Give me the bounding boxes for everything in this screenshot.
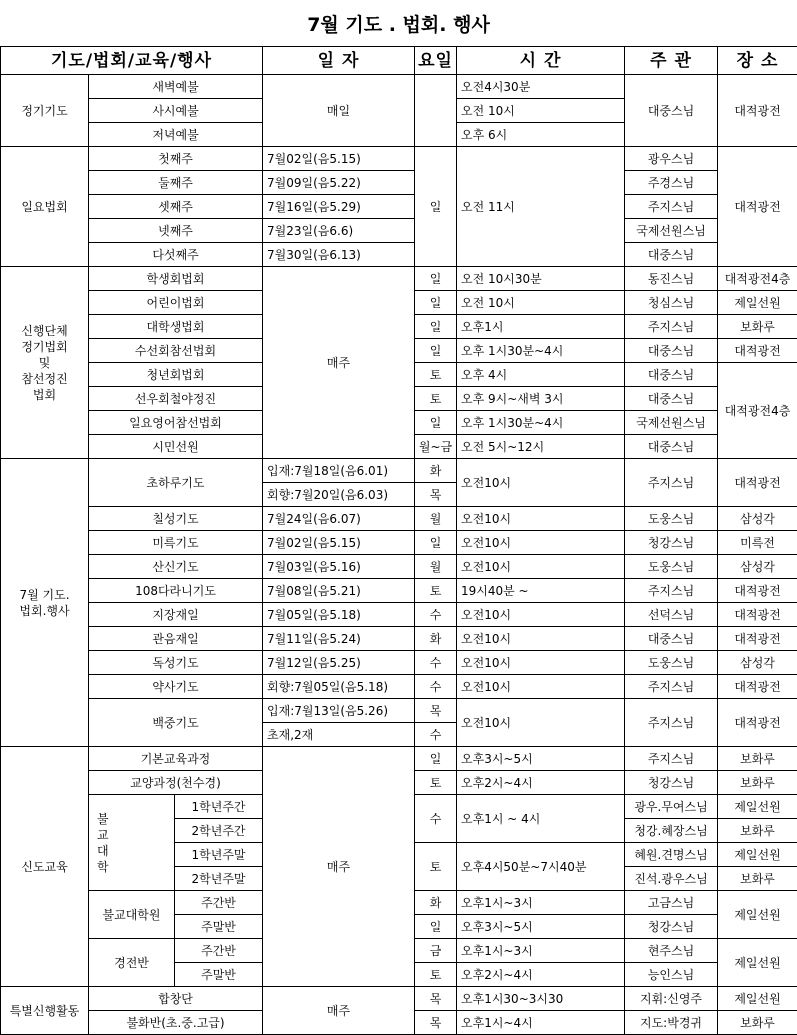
- event-date: 7월12일(음5.25): [263, 651, 415, 675]
- group-label: 신도교육: [1, 747, 89, 987]
- event-date: 7월11일(음5.24): [263, 627, 415, 651]
- event-host: 도웅스님: [625, 651, 718, 675]
- event-time: 오후 6시: [457, 123, 625, 147]
- event-time: 오전4시30분: [457, 75, 625, 99]
- event-name: 2학년주말: [175, 867, 263, 891]
- event-name: 수선회참선법회: [89, 339, 263, 363]
- event-name: 산신기도: [89, 555, 263, 579]
- event-host: 청강스님: [625, 531, 718, 555]
- event-day: 목: [415, 1011, 457, 1035]
- event-name: 대학생법회: [89, 315, 263, 339]
- event-time: 오전10시: [457, 627, 625, 651]
- event-name: 약사기도: [89, 675, 263, 699]
- event-date: 회향:7월05일(음5.18): [263, 675, 415, 699]
- event-host: 고금스님: [625, 891, 718, 915]
- event-host: 청강스님: [625, 771, 718, 795]
- event-date: 7월24일(음6.07): [263, 507, 415, 531]
- event-time: 오후 4시: [457, 363, 625, 387]
- grad-label: 불교대학원: [89, 891, 175, 939]
- event-date: 7월16일(음5.29): [263, 195, 415, 219]
- table-row: [1, 195, 797, 219]
- table-row: [1, 675, 797, 699]
- event-place: 제일선원: [718, 987, 797, 1011]
- event-time: 오후 1시30분~4시: [457, 339, 625, 363]
- event-name: 청년회법회: [89, 363, 263, 387]
- event-host: 선덕스님: [625, 603, 718, 627]
- event-host: 능인스님: [625, 963, 718, 987]
- event-name: 백중기도: [89, 699, 263, 747]
- event-host: 청심스님: [625, 291, 718, 315]
- event-date: 7월02일(음5.15): [263, 147, 415, 171]
- event-name: 넷째주: [89, 219, 263, 243]
- event-date: 7월02일(음5.15): [263, 531, 415, 555]
- event-day: 월: [415, 555, 457, 579]
- event-name: 관음재일: [89, 627, 263, 651]
- event-place: 대적광전: [718, 579, 797, 603]
- event-time: 오후1시~3시: [457, 939, 625, 963]
- event-host: 주지스님: [625, 579, 718, 603]
- event-host: 지휘:신영주: [625, 987, 718, 1011]
- college-label-text: 불 교 대 학: [97, 812, 109, 874]
- event-host: 주지스님: [625, 699, 718, 747]
- event-time: 오전10시: [457, 555, 625, 579]
- header-event: 기도/법회/교육/행사: [1, 47, 263, 75]
- event-day: 금: [415, 939, 457, 963]
- event-day: 수: [415, 651, 457, 675]
- event-place: 대적광전4층: [718, 363, 797, 459]
- table-row: [1, 747, 797, 771]
- event-time: 오후 9시~새벽 3시: [457, 387, 625, 411]
- event-host: 주지스님: [625, 459, 718, 507]
- event-name: 칠성기도: [89, 507, 263, 531]
- event-day: 토: [415, 579, 457, 603]
- event-name: 둘째주: [89, 171, 263, 195]
- event-time: 오후1시 ~ 4시: [457, 795, 625, 843]
- event-date: 7월09일(음5.22): [263, 171, 415, 195]
- event-name: 주말반: [175, 915, 263, 939]
- event-place: 제일선원: [718, 843, 797, 867]
- table-row: [1, 699, 797, 723]
- college-label: [89, 795, 117, 891]
- event-place: 대적광전: [718, 459, 797, 507]
- event-time: 오전10시: [457, 459, 625, 507]
- event-host: 동진스님: [625, 267, 718, 291]
- event-name: 주말반: [175, 963, 263, 987]
- table-row: [1, 147, 797, 171]
- event-place: 대적광전: [718, 675, 797, 699]
- event-name: 일요영어참선법회: [89, 411, 263, 435]
- event-time: 오전10시: [457, 699, 625, 747]
- event-host: 대중스님: [625, 339, 718, 363]
- table-row: [1, 531, 797, 555]
- event-day: 월: [415, 507, 457, 531]
- event-time: 오전 5시~12시: [457, 435, 625, 459]
- table-row: [1, 459, 797, 483]
- event-day: 수: [415, 723, 457, 747]
- event-name: 기본교육과정: [89, 747, 263, 771]
- event-time: 오전10시: [457, 531, 625, 555]
- event-time: 19시40분 ~: [457, 579, 625, 603]
- event-host: 대중스님: [625, 387, 718, 411]
- event-name: 사시예불: [89, 99, 263, 123]
- event-date: 입재:7월13일(음5.26): [263, 699, 415, 723]
- event-place: 대적광전: [718, 75, 797, 147]
- event-day: 일: [415, 747, 457, 771]
- table-row: [1, 651, 797, 675]
- event-host: 광우.무여스님: [625, 795, 718, 819]
- event-host: 주지스님: [625, 747, 718, 771]
- header-day: 요일: [415, 47, 457, 75]
- event-date: 매일: [263, 75, 415, 147]
- event-day: 일: [415, 339, 457, 363]
- event-place: 대적광전: [718, 339, 797, 363]
- event-day: 일: [415, 291, 457, 315]
- table-row: [1, 267, 797, 291]
- table-row: [1, 219, 797, 243]
- event-host: 주지스님: [625, 675, 718, 699]
- event-name: 주간반: [175, 891, 263, 915]
- event-time: 오전10시: [457, 675, 625, 699]
- event-day: 일: [415, 267, 457, 291]
- event-name: 1학년주간: [175, 795, 263, 819]
- event-name: 다섯째주: [89, 243, 263, 267]
- event-place: 보화루: [718, 771, 797, 795]
- event-host: 대중스님: [625, 243, 718, 267]
- event-name: 새벽예불: [89, 75, 263, 99]
- table-row: [1, 243, 797, 267]
- group-label: 특별신행활동: [1, 987, 89, 1035]
- event-name: 학생회법회: [89, 267, 263, 291]
- event-name: 교양과정(천수경): [89, 771, 263, 795]
- event-day: 토: [415, 363, 457, 387]
- event-date: 초재,2재: [263, 723, 415, 747]
- event-name: 셋째주: [89, 195, 263, 219]
- event-host: 대중스님: [625, 627, 718, 651]
- event-name: 불화반(초.중.고급): [89, 1011, 263, 1035]
- event-place: 대적광전: [718, 627, 797, 651]
- event-date: 7월03일(음5.16): [263, 555, 415, 579]
- event-date: 매주: [263, 267, 415, 459]
- event-day: 목: [415, 699, 457, 723]
- event-place: 대적광전: [718, 603, 797, 627]
- event-place: 대적광전: [718, 147, 797, 267]
- event-host: 혜원.견명스님: [625, 843, 718, 867]
- event-date: 7월30일(음6.13): [263, 243, 415, 267]
- event-time: 오전 10시30분: [457, 267, 625, 291]
- event-day: 화: [415, 459, 457, 483]
- event-host: 청강.혜장스님: [625, 819, 718, 843]
- event-host: 광우스님: [625, 147, 718, 171]
- event-place: 미륵전: [718, 531, 797, 555]
- group-label: 일요법회: [1, 147, 89, 267]
- schedule-table: [0, 46, 797, 1035]
- header-date: 일 자: [263, 47, 415, 75]
- event-name: 첫째주: [89, 147, 263, 171]
- event-time: 오전10시: [457, 507, 625, 531]
- event-host: 진석.광우스님: [625, 867, 718, 891]
- event-time: 오후 1시30분~4시: [457, 411, 625, 435]
- event-day: 토: [415, 843, 457, 891]
- event-day: 토: [415, 387, 457, 411]
- header-host: 주 관: [625, 47, 718, 75]
- event-host: 주지스님: [625, 315, 718, 339]
- table-row: [1, 627, 797, 651]
- event-name: 주간반: [175, 939, 263, 963]
- table-row: [1, 171, 797, 195]
- event-day: 목: [415, 987, 457, 1011]
- event-time: 오전 11시: [457, 147, 625, 267]
- event-name: 2학년주간: [175, 819, 263, 843]
- group-label: 신행단체 정기법회 및 참선정진 법회: [1, 267, 89, 459]
- event-host: 주경스님: [625, 171, 718, 195]
- event-name: 합창단: [89, 987, 263, 1011]
- event-place: 삼성각: [718, 507, 797, 531]
- event-place: 대적광전4층: [718, 267, 797, 291]
- event-time: 오후2시~4시: [457, 963, 625, 987]
- event-host: 대중스님: [625, 435, 718, 459]
- event-host: 도웅스님: [625, 507, 718, 531]
- event-day: 일: [415, 315, 457, 339]
- header-row: [1, 47, 797, 75]
- event-host: 대중스님: [625, 363, 718, 387]
- event-name: 미륵기도: [89, 531, 263, 555]
- event-time: 오후2시~4시: [457, 771, 625, 795]
- sutra-label: 경전반: [89, 939, 175, 987]
- event-place: 삼성각: [718, 555, 797, 579]
- header-time: 시 간: [457, 47, 625, 75]
- group-label: 7월 기도. 법회.행사: [1, 459, 89, 747]
- event-day: 토: [415, 963, 457, 987]
- event-place: 삼성각: [718, 651, 797, 675]
- event-date: 입재:7월18일(음6.01): [263, 459, 415, 483]
- event-time: 오후1시30~3시30: [457, 987, 625, 1011]
- event-date: 매주: [263, 747, 415, 987]
- event-day: 수: [415, 795, 457, 843]
- event-place: 보화루: [718, 819, 797, 843]
- event-day: 일: [415, 531, 457, 555]
- event-time: 오전 10시: [457, 99, 625, 123]
- event-name: 지장재일: [89, 603, 263, 627]
- event-host: 대중스님: [625, 75, 718, 147]
- event-date: 매주: [263, 987, 415, 1035]
- event-date: 7월08일(음5.21): [263, 579, 415, 603]
- table-row: [1, 555, 797, 579]
- page-title: 7월 기도 . 법회. 행사: [0, 0, 797, 46]
- table-row: [1, 75, 797, 99]
- event-place: 제일선원: [718, 291, 797, 315]
- event-name: 어린이법회: [89, 291, 263, 315]
- event-date: 7월23일(음6.6): [263, 219, 415, 243]
- event-day: 수: [415, 603, 457, 627]
- event-place: 제일선원: [718, 891, 797, 939]
- event-date: 7월05일(음5.18): [263, 603, 415, 627]
- event-time: 오후1시~4시: [457, 1011, 625, 1035]
- event-day: 일: [415, 147, 457, 267]
- event-day: 목: [415, 483, 457, 507]
- event-name: 초하루기도: [89, 459, 263, 507]
- event-place: 대적광전: [718, 699, 797, 747]
- event-place: 제일선원: [718, 939, 797, 987]
- event-name: 저녁예불: [89, 123, 263, 147]
- event-time: 오전10시: [457, 603, 625, 627]
- college-spacer: [117, 795, 175, 891]
- event-name: 독성기도: [89, 651, 263, 675]
- event-day: 화: [415, 891, 457, 915]
- event-name: 선우회철야정진: [89, 387, 263, 411]
- event-time: 오후3시~5시: [457, 747, 625, 771]
- event-day: 월~금: [415, 435, 457, 459]
- event-day: 일: [415, 411, 457, 435]
- group-label: 정기기도: [1, 75, 89, 147]
- event-day: 화: [415, 627, 457, 651]
- event-day: [415, 75, 457, 147]
- event-place: 보화루: [718, 867, 797, 891]
- table-row: [1, 507, 797, 531]
- table-row: [1, 603, 797, 627]
- event-host: 국제선원스님: [625, 411, 718, 435]
- event-name: 1학년주말: [175, 843, 263, 867]
- event-host: 청강스님: [625, 915, 718, 939]
- event-time: 오전 10시: [457, 291, 625, 315]
- event-host: 도웅스님: [625, 555, 718, 579]
- event-host: 지도:박경귀: [625, 1011, 718, 1035]
- event-place: 보화루: [718, 747, 797, 771]
- event-host: 주지스님: [625, 195, 718, 219]
- event-time: 오후4시50분~7시40분: [457, 843, 625, 891]
- event-name: 108다라니기도: [89, 579, 263, 603]
- event-host: 국제선원스님: [625, 219, 718, 243]
- event-name: 시민선원: [89, 435, 263, 459]
- event-place: 제일선원: [718, 795, 797, 819]
- table-row: [1, 579, 797, 603]
- event-time: 오후3시~5시: [457, 915, 625, 939]
- header-place: 장 소: [718, 47, 797, 75]
- event-date: 회향:7월20일(음6.03): [263, 483, 415, 507]
- event-day: 일: [415, 915, 457, 939]
- event-time: 오전10시: [457, 651, 625, 675]
- event-place: 보화루: [718, 1011, 797, 1035]
- event-place: 보화루: [718, 315, 797, 339]
- event-day: 토: [415, 771, 457, 795]
- event-time: 오후1시~3시: [457, 891, 625, 915]
- event-time: 오후1시: [457, 315, 625, 339]
- table-row: [1, 987, 797, 1011]
- event-day: 수: [415, 675, 457, 699]
- event-host: 현주스님: [625, 939, 718, 963]
